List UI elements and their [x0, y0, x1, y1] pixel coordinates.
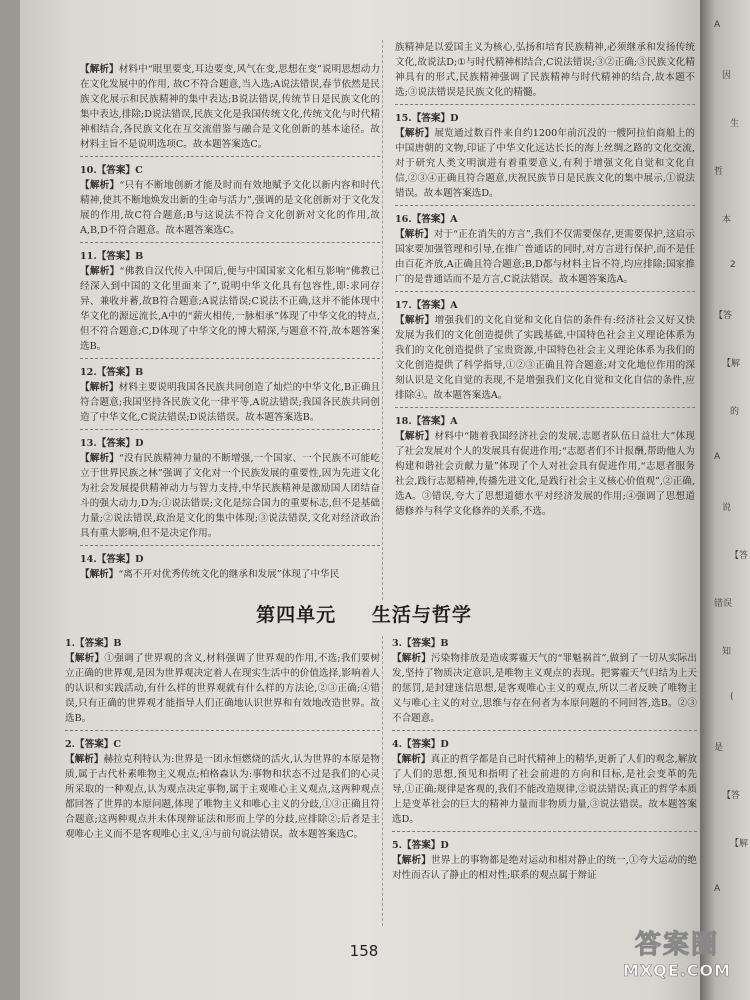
explanation-label: 【解析】 [392, 754, 431, 765]
answer-item [80, 62, 380, 152]
site-watermark [612, 924, 742, 994]
explanation-text: 材料中“随着我国经济社会的发展,志愿者队伍日益壮大”体现了社会发展对个人的发展具有促进作用;“志愿者们不计报酬,帮助他人为构建和谐社会贡献力量”体现了个人对社会具有促进作用,“志愿者服务社会,践行志愿精神,传播先进文化,是践行社会主义核心价值观”,②正确,选A。③错误,夸大了思想道德水平对经济发展的作用;④强调了思想道德修养与科学文化修养的关系,不选。 [395, 431, 696, 517]
explanation-label: 【解析】 [80, 266, 120, 277]
dashed-separator [65, 730, 380, 731]
book-page [20, 0, 708, 1000]
column-divider [382, 40, 383, 600]
explanation-text: “没有民族精神力量的不断增强,一个国家、一个民族不可能屹立于世界民族之林”强调了文化对一个民族发展的重要性,因为先进文化为社会发展提供精神动力与智力支持,中华民族精神是激励国人团结奋斗的强大动力,D为;①说法错误;文化是综合国力的重要标志,但不是基础力量;②说法错误,政治是文化的集中体现;③说法错误,文化对经济政治具有重大影响,但不是决定作用。 [80, 453, 380, 539]
dashed-separator [395, 407, 695, 408]
answer-item [395, 414, 695, 519]
explanation [392, 651, 697, 726]
adjacent-page-fragment: 说 [722, 503, 732, 513]
answer-item [65, 737, 380, 842]
explanation-text: “只有不断地创新才能及时而有效地赋予文化以新内容和时代精神,使其不断地焕发出新的生命与活力”,强调的是文化创新对于文化发展的作用,故C符合题意;B与这说法不符合文化创新对文化的作用,故A,B,D不符合题意。故本题答案选C。 [80, 180, 381, 236]
answer-item [80, 249, 380, 354]
explanation-label: 【解析】 [80, 382, 119, 393]
answer-item [395, 298, 695, 403]
explanation-label: 【解析】 [392, 653, 431, 664]
explanation-text: “佛教自汉代传入中国后,便与中国国家文化相互影响“佛教已经深入到中国的文化里面来了”,说明中华文化具有包容性,即:求同存异、兼收并蓄,故B符合题意;A说法错误;C说法不正确,这并不能体现中华文化的源远流长,A中的“薪火相传,一脉相承”体现了中华文化的特点,但不符合题意;C,D体现了中华文化的博大精深,与题意不符,故本题答案选B。 [80, 266, 381, 352]
adjacent-page-fragment: 本 [722, 215, 732, 225]
explanation [80, 264, 380, 354]
adjacent-page-edge [700, 0, 750, 1000]
explanation [80, 451, 380, 541]
adjacent-page-fragment: 【答 [730, 551, 749, 561]
explanation-label: 【解析】 [395, 315, 435, 326]
explanation [65, 752, 380, 842]
explanation [65, 651, 380, 726]
adjacent-page-fragment: 错误 [714, 599, 733, 609]
explanation [80, 178, 380, 238]
explanation [395, 429, 695, 519]
explanation-text: 对于“正在消失的方言”,我们不仅需要保存,更需要保护,这启示国家要加强管理和引导,在推广普通话的同时,对方言进行保护,而不是任由百花齐放,A正确且符合题意;B,D都与材料主旨不符,均应排除;国家推广的是普通话而不是方言,C说法错误。故本题答案选A。 [395, 229, 695, 285]
unit-number: 第四单元 [256, 604, 337, 626]
right-column [395, 40, 695, 523]
explanation-text: “离不开对优秀传统文化的继承和发展”体现了中华民 [118, 569, 340, 580]
answer-item [65, 636, 380, 726]
right-column-lower [392, 636, 697, 887]
dashed-separator [80, 429, 380, 430]
answer-item [392, 636, 697, 726]
adjacent-page-fragment: A [714, 20, 721, 30]
answer-label: 11.【答案】B [80, 251, 144, 262]
answer-item [392, 838, 697, 883]
left-column-lower [65, 636, 380, 846]
explanation-label: 【解析】 [395, 431, 435, 442]
explanation-text: 材料中“眼里要变,耳边要变,风气在变,思想在变”说明思想动力在文化发展中的作用, 故C不符合题意,当入选;A说法错误,春节依然是民族文化展示和民族精神的集中表达;B说法错误,传统节日是民族文化的集中表达,排除;D说法错误,民族文化是我国传统文化,传统文化与时代精神相结合,各民族文化在互交流借鉴与融合是文化创新的基本途径。故材料主旨不是说明选项C。故本题答案选C。 [80, 64, 380, 150]
adjacent-page-fragment: 哲 [714, 167, 724, 177]
explanation-text: 族精神是以爱国主义为核心,弘扬和培育民族精神,必须继承和发扬传统文化,故说法D;①与时代精神相结合,C说法错误;③②正确;③民族文化精神具有的形式,民族精神强调了民族精神与时代精神的结合,故本题不选;③说法错误是民族文化的精髓。 [395, 42, 695, 98]
explanation-text: ①强调了世界观的含义,材料强调了世界观的作用,不选;我们要树立正确的世界观,是因为世界观决定着人在现实生活中的价值选择,影响着人的认识和实践活动,有什么样的世界观就有什么样的方法论,②③正确;④错误,只有正确的世界观才能指导人们正确地认识世界和有效地改造世界。故选B。 [65, 653, 380, 724]
answer-label: 17.【答案】A [395, 300, 458, 311]
answer-item [80, 365, 380, 425]
explanation [395, 313, 695, 403]
adjacent-page-fragment: 是 [714, 743, 724, 753]
adjacent-page-fragment: A [714, 884, 721, 894]
answer-label: 13.【答案】D [80, 438, 144, 449]
answer-label: 14.【答案】D [80, 554, 144, 565]
adjacent-page-fragment: ( [730, 692, 734, 702]
adjacent-page-fragment: 生 [730, 119, 740, 129]
dashed-separator [80, 242, 380, 243]
answer-label: 10.【答案】C [80, 165, 143, 176]
dashed-separator [80, 545, 380, 546]
dashed-separator [392, 730, 697, 731]
unit-name: 生活与哲学 [371, 604, 472, 626]
answer-item [80, 436, 380, 541]
answer-label: 3.【答案】B [392, 638, 449, 649]
explanation-text: 真正的哲学都是自己时代精神上的精华,更新了人们的观念,解放了人们的思想,预见和指明了社会前进的方向和目标,是社会变革的先导,①正确;规律是客观的,我们不能改造规律,②说法错误;真正的哲学本质上是变革社会的巨大的精神力量而非物质力量,③说法错误。故本题答案选D。 [392, 754, 697, 825]
explanation [395, 126, 695, 201]
answer-label: 1.【答案】B [65, 638, 122, 649]
dashed-separator [395, 104, 695, 105]
answer-item [395, 111, 695, 201]
explanation-label: 【解析】 [80, 180, 120, 191]
answer-label: 16.【答案】A [395, 214, 458, 225]
explanation-text: 世界上的事物都是绝对运动和相对静止的统一,①夸大运动的绝对性而否认了静止的相对性;联系的观点属于辩证 [392, 855, 697, 881]
adjacent-page-fragment: A [714, 452, 721, 462]
watermark-logo-text: 答案圈 [634, 930, 719, 960]
answer-item [395, 212, 695, 287]
explanation [80, 62, 380, 152]
answer-label: 12.【答案】B [80, 367, 144, 378]
explanation-label: 【解析】 [65, 653, 105, 664]
explanation-text: 材料主要说明我国各民族共同创造了灿烂的中华文化,B正确且符合题意;我国坚持各民族文化一律平等,A说法错误;我国各民族共同创造了中华文化,C说法错误;D说法错误。故本题答案选B。 [80, 382, 380, 423]
adjacent-page-fragment: 【解 [730, 839, 749, 849]
answer-label: 4.【答案】D [392, 739, 449, 750]
watermark-url: MXQE.COM [622, 961, 732, 980]
explanation [392, 752, 697, 827]
adjacent-page-fragment: 的 [730, 407, 740, 417]
answer-item [80, 552, 380, 582]
column-divider-lower [382, 636, 383, 926]
answer-label: 2.【答案】C [65, 739, 122, 750]
explanation [80, 380, 380, 425]
answer-label: 18.【答案】A [395, 416, 458, 427]
adjacent-page-fragment: 【解 [722, 359, 741, 369]
explanation [80, 567, 380, 582]
page-number: 158 [349, 942, 379, 960]
adjacent-page-fragment: 【答 [714, 311, 733, 321]
dashed-separator [80, 156, 380, 157]
explanation-text: 展览通过数百件来自约1200年前沉没的一艘阿拉伯商船上的中国唐朝的文物,印证了中华文化远达长长的海上丝绸之路的文化交流,对于研究人类文明演进有着重要意义,有利于增强文化自觉和文化自信,②③④正确且符合题意,庆祝民族节日是民族文化的集中展示,①说法错误。故本题答案选D。 [395, 128, 695, 199]
explanation-label: 【解析】 [392, 855, 431, 866]
explanation-label: 【解析】 [80, 569, 119, 580]
explanation-label: 【解析】 [65, 754, 104, 765]
explanation-label: 【解析】 [395, 229, 434, 240]
answer-item [395, 40, 695, 100]
explanation-text: 污染物排放是造成雾霾天气的“罪魁祸首”,做到了一切从实际出发,坚持了物质决定意识,是唯物主义观点的表现。把雾霾天气归结为上天的惩罚,是封建迷信思想,是客观唯心主义的观点,所以二者反映了唯物主义与唯心主义的对立,思维与存在何者为本原问题的不同回答,选B。②③不合题意。 [392, 653, 698, 724]
adjacent-page-fragment: 知 [722, 647, 732, 657]
explanation-text: 赫拉克利特认为:世界是一团永恒燃烧的活火,认为世界的本原是物质,属于古代朴素唯物主义观点;柏格森认为:事物和状态不过是我们的心灵所采取的一种观点,认为观点决定事物,属于主观唯心主义观点,这两种观点都回答了世界的本原问题,体现了唯物主义和唯心主义的分歧,①③正确且符合题意;这两种观点并未体现辩证法和形而上学的分歧,应排除②;后者是主观唯心主义而不是客观唯心主义,④与前句说法错误。故本题答案选C。 [65, 754, 381, 840]
explanation [392, 853, 697, 883]
dashed-separator [395, 205, 695, 206]
dashed-separator [80, 358, 380, 359]
answer-label: 15.【答案】D [395, 113, 459, 124]
explanation [395, 227, 695, 287]
adjacent-page-fragment: 因 [722, 71, 732, 81]
left-column [80, 62, 380, 586]
explanation-text: 增强我们的文化自觉和文化自信的条件有:经济社会又好又快发展为我们的文化创造提供了实践基础,中国特色社会主义理论体系为我们的文化创造提供了宝贵资源,中国特色社会主义理论体系为我们的文化创造提供了科学指导,①②③正确且符合题意;对文化地位作用的深刻认识是文化自觉的表现,不是增强我们文化自觉和文化自信的条件,应排除④。故本题答案选A。 [395, 315, 696, 401]
dashed-separator [395, 291, 695, 292]
answer-item [80, 163, 380, 238]
explanation-label: 【解析】 [395, 128, 435, 139]
dashed-separator [392, 831, 697, 832]
explanation [395, 40, 695, 100]
answer-item [392, 737, 697, 827]
unit-title [20, 600, 708, 627]
answer-label: 5.【答案】D [392, 840, 449, 851]
adjacent-page-fragment: 【答 [722, 791, 741, 801]
explanation-label: 【解析】 [80, 64, 119, 75]
adjacent-page-fragment: 2 [730, 260, 736, 270]
explanation-label: 【解析】 [80, 453, 119, 464]
